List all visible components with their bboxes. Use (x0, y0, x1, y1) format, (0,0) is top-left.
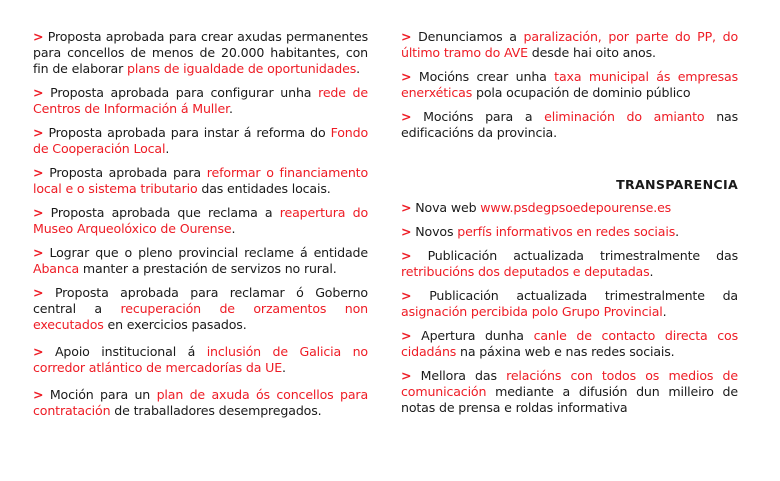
list-item: > Apertura dunha canle de contacto directa cos cidadáns na páxina web e nas redes sociais. (401, 328, 738, 359)
highlight-text: Fondo de Cooperación Local (33, 125, 368, 156)
highlight-text: canle de contacto directa cos cidadáns (401, 328, 738, 359)
highlight-text: reapertura do Museo Arqueolóxico de Ourense (33, 205, 369, 236)
highlight-text: taxa municipal ás empresas enerxéticas (401, 69, 738, 100)
list-item: > Nova web www.psdegpsoedepourense.es (401, 200, 672, 215)
highlight-text: plan de axuda ós concellos para contratación (33, 387, 369, 418)
highlight-text: paralización, por parte do PP, do último tramo do AVE (401, 29, 738, 60)
chevron-right-icon: > (401, 69, 412, 84)
list-item: > Apoio institucional á inclusión de Galicia no corredor atlántico de mercadorías da UE. (33, 344, 368, 375)
chevron-right-icon: > (33, 387, 44, 402)
highlight-text: asignación percibida polo Grupo Provincial (401, 304, 663, 319)
chevron-right-icon: > (33, 85, 44, 100)
highlight-text: reformar o financiamento local e o sistema tributario (33, 165, 368, 196)
list-item: > Novos perfís informativos en redes sociais. (401, 224, 679, 239)
section-title-transparencia: TRANSPARENCIA (616, 177, 738, 192)
list-item: > Proposta aprobada para crear axudas permanentes para concellos de menos de 20.000 habitantes, con fin de elaborar plans de igualdade de oportunidades. (33, 29, 368, 76)
chevron-right-icon: > (401, 200, 412, 215)
list-item: > Proposta aprobada para reclamar ó Goberno central a recuperación de orzamentos non executados en exercicios pasados. (33, 285, 368, 332)
chevron-right-icon: > (401, 328, 412, 343)
highlight-text: eliminación do amianto (544, 109, 705, 124)
list-item: > Publicación actualizada trimestralmente das retribucións dos deputados e deputadas. (401, 248, 738, 279)
chevron-right-icon: > (33, 344, 44, 359)
chevron-right-icon: > (401, 29, 412, 44)
chevron-right-icon: > (401, 288, 412, 303)
chevron-right-icon: > (33, 165, 44, 180)
list-item: > Lograr que o pleno provincial reclame á entidade Abanca manter a prestación de servizos no rural. (33, 245, 368, 276)
list-item: > Denunciamos a paralización, por parte do PP, do último tramo do AVE desde hai oito anos. (401, 29, 738, 60)
highlight-text: rede de Centros de Información á Muller (33, 85, 369, 116)
chevron-right-icon: > (401, 109, 412, 124)
chevron-right-icon: > (401, 248, 412, 263)
website-link[interactable]: www.psdegpsoedepourense.es (480, 200, 672, 215)
list-item: > Proposta aprobada para instar á reforma do Fondo de Cooperación Local. (33, 125, 368, 156)
list-item: > Mocións crear unha taxa municipal ás empresas enerxéticas pola ocupación de dominio público (401, 69, 738, 100)
list-item: > Proposta aprobada para reformar o financiamento local e o sistema tributario das entidades locais. (33, 165, 368, 196)
list-item: > Mocións para a eliminación do amianto nas edificacións da provincia. (401, 109, 739, 140)
highlight-text: retribucións dos deputados e deputadas (401, 264, 650, 279)
list-item: > Publicación actualizada trimestralmente da asignación percibida polo Grupo Provincial. (401, 288, 738, 319)
list-item: > Mellora das relacións con todos os medios de comunicación mediante a difusión dun milleiro de notas de prensa e roldas informativa (401, 368, 738, 415)
chevron-right-icon: > (33, 125, 44, 140)
chevron-right-icon: > (33, 29, 44, 44)
chevron-right-icon: > (33, 285, 44, 300)
list-item: > Moción para un plan de axuda ós concellos para contratación de traballadores desempregados. (33, 387, 369, 418)
list-item: > Proposta aprobada para configurar unha rede de Centros de Información á Muller. (33, 85, 369, 116)
right-column (401, 29, 738, 424)
highlight-text: recuperación de orzamentos non executados (33, 301, 368, 332)
left-column (33, 29, 368, 427)
chevron-right-icon: > (33, 205, 44, 220)
highlight-text: inclusión de Galicia no corredor atlántico de mercadorías da UE (33, 344, 368, 375)
chevron-right-icon: > (401, 224, 412, 239)
list-item: > Proposta aprobada que reclama a reapertura do Museo Arqueolóxico de Ourense. (33, 205, 369, 236)
chevron-right-icon: > (33, 245, 44, 260)
highlight-text: Abanca (33, 261, 80, 276)
highlight-text: plans de igualdade de oportunidades (127, 61, 357, 76)
highlight-text: perfís informativos en redes sociais (457, 224, 676, 239)
chevron-right-icon: > (401, 368, 412, 383)
highlight-text: relacións con todos os medios de comunicación (401, 368, 738, 399)
